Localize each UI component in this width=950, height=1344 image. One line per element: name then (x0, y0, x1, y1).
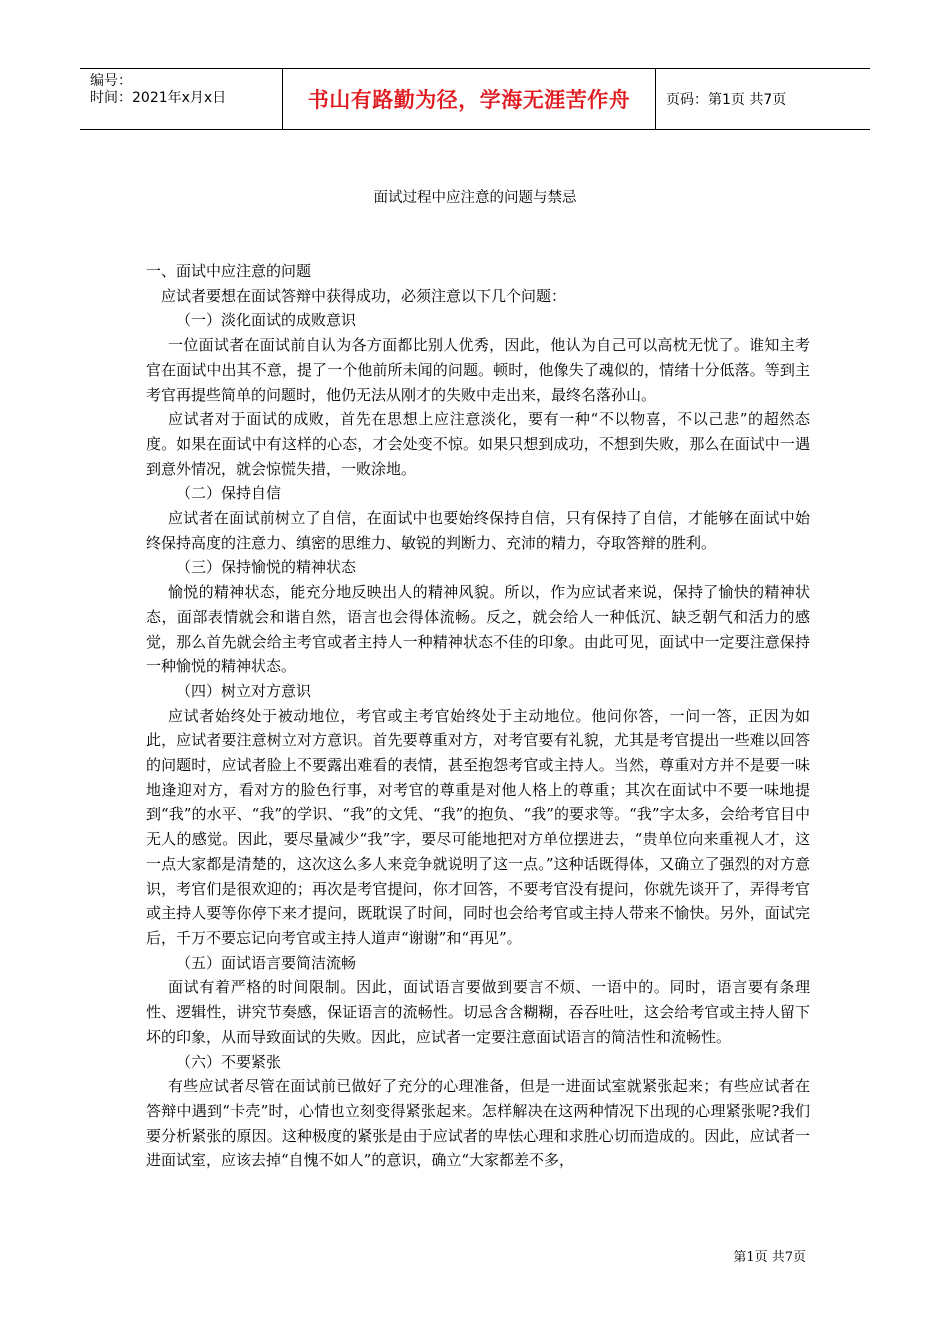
page-footer: 第1页 共7页 (733, 1250, 806, 1265)
paragraph: 应试者在面试前树立了自信，在面试中也要始终保持自信，只有保持了自信，才能够在面试中始终保持高度的注意力、缜密的思维力、敏锐的判断力、充沛的精力，夺取答辩的胜利。 (146, 509, 810, 552)
document-body (146, 259, 810, 1173)
paragraph: 应试者始终处于被动地位，考官或主考官始终处于主动地位。他问你答，一问一答，正因为如此，应试者要注意树立对方意识。首先要尊重对方，对考官要有礼貌，尤其是考官提出一些难以回答的问题时，应试者脸上不要露出难看的表情，甚至抱怨考官或主持人。当然，尊重对方并不是要一味地逢迎对方，看对方的脸色行事，对考官的尊重是对他人格上的尊重；其次在面试中不要一味地提到“我”的水平、“我”的学识、“我”的文凭、“我”的抱负、“我”的要求等。“我”字太多，会给考官目中无人的感觉。因此，要尽量减少“我”字，要尽可能地把对方单位摆进去，“贵单位向来重视人才，这一点大家都是清楚的，这次这么多人来竞争就说明了这一点。”这种话既得体，又确立了强烈的对方意识，考官们是很欢迎的；再次是考官提问，你才回答，不要考官没有提问，你就先谈开了，弄得考官或主持人要等你停下来才提问，既耽误了时间，同时也会给考官或主持人带来不愉快。另外，面试完后，千万不要忘记向考官或主持人道声“谢谢”和“再见”。 (146, 706, 810, 947)
subheading-6: （六）不要紧张 (176, 1052, 282, 1071)
doc-date-label: 时间：2021年x月x日 (90, 90, 227, 106)
subheading-4: （四）树立对方意识 (176, 681, 312, 700)
paragraph: 面试有着严格的时间限制。因此，面试语言要做到要言不烦、一语中的。同时，语言要有条理性、逻辑性，讲究节奏感，保证语言的流畅性。切忌含含糊糊，吞吞吐吐，这会给考官或主持人留下坏的印象，从而导致面试的失败。因此，应试者一定要注意面试语言的简洁性和流畅性。 (146, 978, 810, 1046)
section-heading: 一、面试中应注意的问题 (146, 262, 312, 280)
doc-number-label: 编号： (90, 73, 132, 89)
document-title: 面试过程中应注意的问题与禁忌 (373, 190, 577, 206)
subheading-1: （一）淡化面试的成败意识 (176, 311, 357, 330)
paragraph: 应试者对于面试的成败，首先在思想上应注意淡化，要有一种“不以物喜，不以己悲”的超然态度。如果在面试中有这样的心态，才会处变不惊。如果只想到成功，不想到失败，那么在面试中一遇到意外情况，就会惊慌失措，一败涂地。 (146, 410, 810, 478)
paragraph: 有些应试者尽管在面试前已做好了充分的心理准备，但是一进面试室就紧张起来；有些应试者在答辩中遇到“卡壳”时，心情也立刻变得紧张起来。怎样解决在这两种情况下出现的心理紧张呢?我们要分析紧张的原因。这种极度的紧张是由于应试者的卑怯心理和求胜心切而造成的。因此，应试者一进面试室，应该去掉“自愧不如人”的意识，确立“大家都差不多， (146, 1077, 810, 1170)
subheading-3: （三）保持愉悦的精神状态 (176, 558, 357, 577)
page-header (80, 68, 870, 130)
subheading-5: （五）面试语言要简洁流畅 (176, 953, 357, 972)
header-page-number: 页码：第1页 共7页 (666, 92, 787, 108)
header-meta (80, 69, 282, 129)
lead-paragraph: 应试者要想在面试答辩中获得成功，必须注意以下几个问题： (161, 286, 567, 305)
paragraph: 愉悦的精神状态，能充分地反映出人的精神风貌。所以，作为应试者来说，保持了愉快的精神状态，面部表情就会和谐自然，语言也会得体流畅。反之，就会给人一种低沉、缺乏朝气和活力的感觉，那么首先就会给主考官或者主持人一种精神状态不佳的印象。由此可见，面试中一定要注意保持一种愉悦的精神状态。 (146, 583, 810, 676)
header-motto: 书山有路勤为径，学海无涯苦作舟 (282, 69, 656, 129)
paragraph: 一位面试者在面试前自认为各方面都比别人优秀，因此，他认为自己可以高枕无忧了。谁知主考官在面试中出其不意，提了一个他前所未闻的问题。顿时，他像失了魂似的，情绪十分低落。等到主考官再提些简单的问题时，他仍无法从刚才的失败中走出来，最终名落孙山。 (146, 336, 810, 404)
subheading-2: （二）保持自信 (176, 484, 282, 503)
